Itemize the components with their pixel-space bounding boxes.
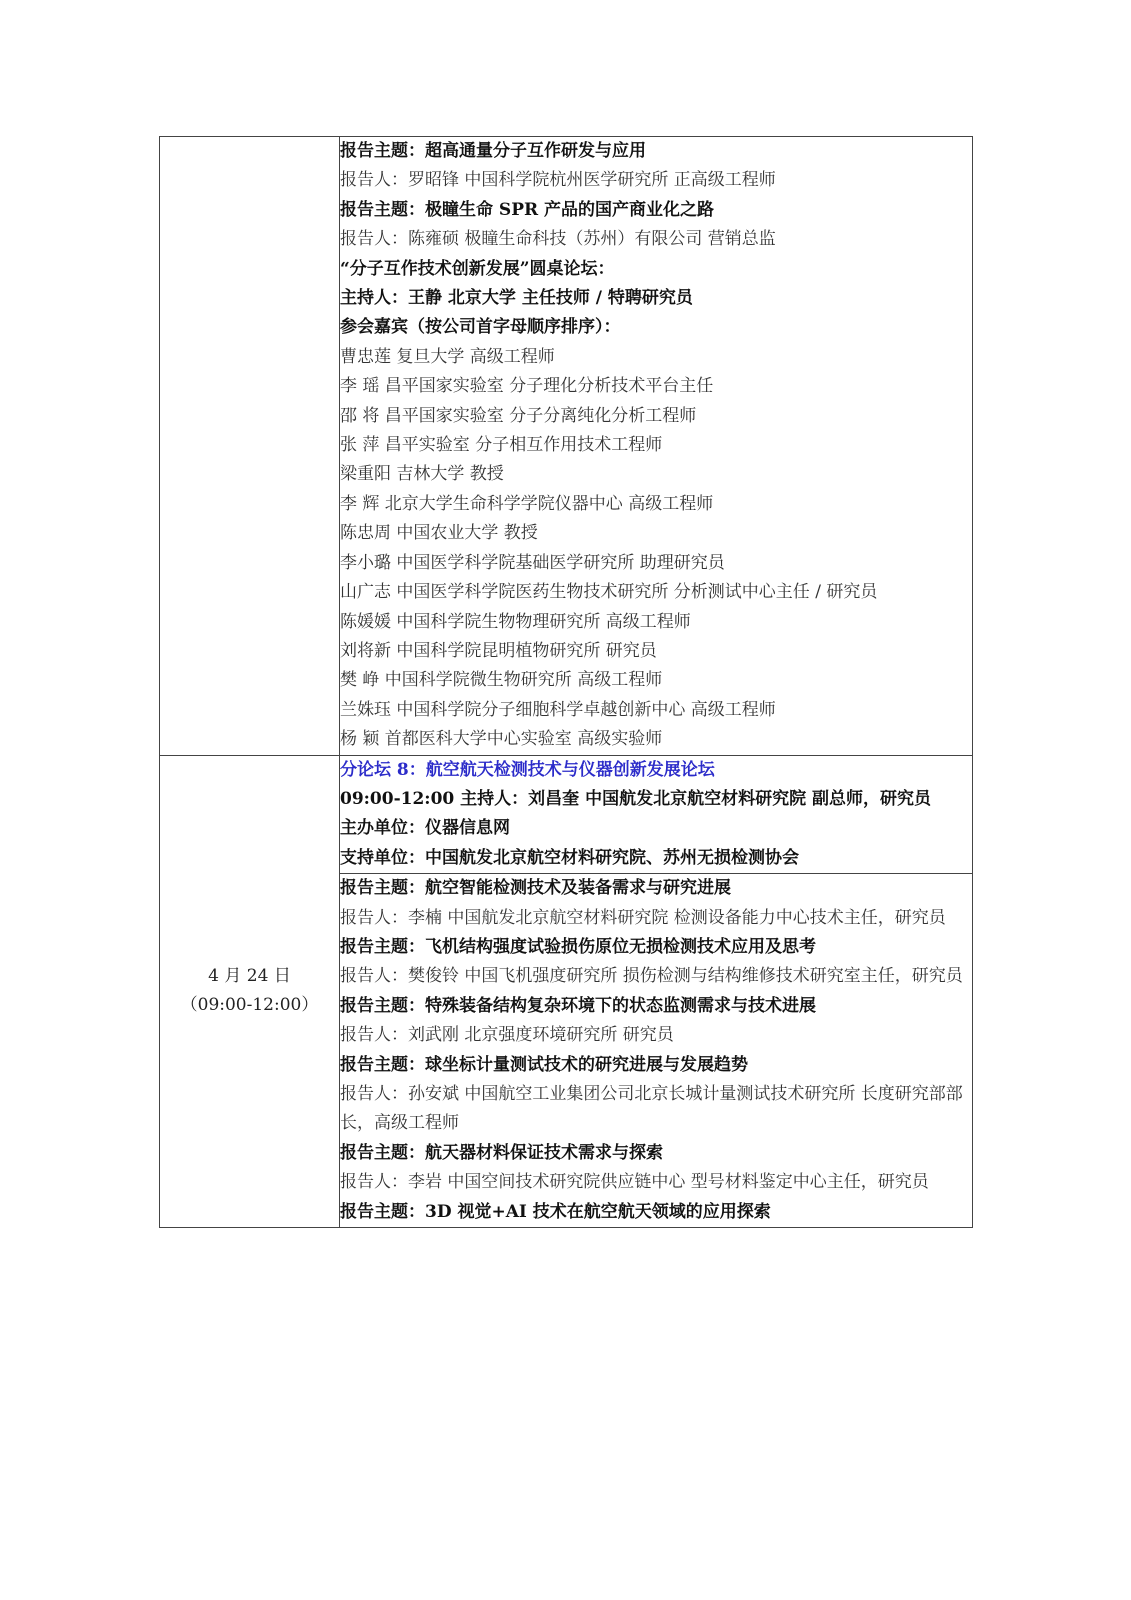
line: 报告人：李楠 中国航发北京航空材料研究院 检测设备能力中心技术主任，研究员 xyxy=(340,907,946,928)
line: 报告人：陈雍硕 极瞳生命科技（苏州）有限公司 营销总监 xyxy=(340,229,776,250)
schedule-row-forum-header xyxy=(160,755,973,874)
line: 报告主题：航天器材料保证技术需求与探索 xyxy=(340,1142,663,1163)
session-time: （09:00-12:00） xyxy=(180,995,319,1016)
forum-supporter: 支持单位：中国航发北京航空材料研究院、苏州无损检测协会 xyxy=(340,847,799,868)
line: 报告人：孙安斌 中国航空工业集团公司北京长城计量测试技术研究所 长度研究部部长，高级工程师 xyxy=(340,1084,963,1134)
date-cell-empty xyxy=(160,137,340,756)
line: 李小璐 中国医学科学院基础医学研究所 助理研究员 xyxy=(340,552,725,573)
line: 报告主题：球坐标计量测试技术的研究进展与发展趋势 xyxy=(340,1054,748,1075)
forum-host: 09:00-12:00 主持人：刘昌奎 中国航发北京航空材料研究院 副总师，研究员 xyxy=(340,788,931,809)
roundtable-content xyxy=(340,137,973,756)
line: 张 萍 昌平实验室 分子相互作用技术工程师 xyxy=(340,435,663,456)
session-date: 4 月 24 日 xyxy=(208,966,291,987)
forum-header xyxy=(340,755,973,874)
schedule-row-roundtable xyxy=(160,137,973,756)
line: 邵 将 昌平国家实验室 分子分离纯化分析工程师 xyxy=(340,405,697,426)
line: “分子互作技术创新发展”圆桌论坛： xyxy=(340,258,615,279)
line: 主持人：王静 北京大学 主任技师 / 特聘研究员 xyxy=(340,288,693,309)
line: 报告人：李岩 中国空间技术研究院供应链中心 型号材料鉴定中心主任，研究员 xyxy=(340,1172,929,1193)
line: 报告人：刘武刚 北京强度环境研究所 研究员 xyxy=(340,1025,674,1046)
line: 陈忠周 中国农业大学 教授 xyxy=(340,523,538,544)
line: 参会嘉宾（按公司首字母顺序排序）： xyxy=(340,317,621,338)
talks-content xyxy=(340,874,973,1228)
line: 报告主题：极瞳生命 SPR 产品的国产商业化之路 xyxy=(340,199,715,220)
schedule-table xyxy=(159,136,973,1228)
date-cell xyxy=(160,755,340,1228)
line: 梁重阳 吉林大学 教授 xyxy=(340,464,504,485)
line: 报告主题：3D 视觉+AI 技术在航空航天领域的应用探索 xyxy=(340,1201,771,1222)
forum-title: 分论坛 8：航空航天检测技术与仪器创新发展论坛 xyxy=(340,759,715,780)
line: 樊 峥 中国科学院微生物研究所 高级工程师 xyxy=(340,670,663,691)
line: 李 瑶 昌平国家实验室 分子理化分析技术平台主任 xyxy=(340,376,714,397)
line: 报告人：樊俊铃 中国飞机强度研究所 损伤检测与结构维修技术研究室主任，研究员 xyxy=(340,966,963,987)
line: 报告主题：特殊装备结构复杂环境下的状态监测需求与技术进展 xyxy=(340,995,816,1016)
line: 报告主题：飞机结构强度试验损伤原位无损检测技术应用及思考 xyxy=(340,936,816,957)
line: 兰姝珏 中国科学院分子细胞科学卓越创新中心 高级工程师 xyxy=(340,699,776,720)
forum-organizer: 主办单位：仪器信息网 xyxy=(340,818,510,839)
line: 报告人：罗昭锋 中国科学院杭州医学研究所 正高级工程师 xyxy=(340,170,776,191)
line: 杨 颖 首都医科大学中心实验室 高级实验师 xyxy=(340,729,663,750)
line: 报告主题：航空智能检测技术及装备需求与研究进展 xyxy=(340,878,731,899)
line: 曹忠莲 复旦大学 高级工程师 xyxy=(340,346,555,367)
line: 山广志 中国医学科学院医药生物技术研究所 分析测试中心主任 / 研究员 xyxy=(340,582,878,603)
line: 报告主题：超高通量分子互作研发与应用 xyxy=(340,141,646,161)
line: 刘将新 中国科学院昆明植物研究所 研究员 xyxy=(340,640,657,661)
line: 陈媛媛 中国科学院生物物理研究所 高级工程师 xyxy=(340,611,691,632)
line: 李 辉 北京大学生命科学学院仪器中心 高级工程师 xyxy=(340,493,714,514)
